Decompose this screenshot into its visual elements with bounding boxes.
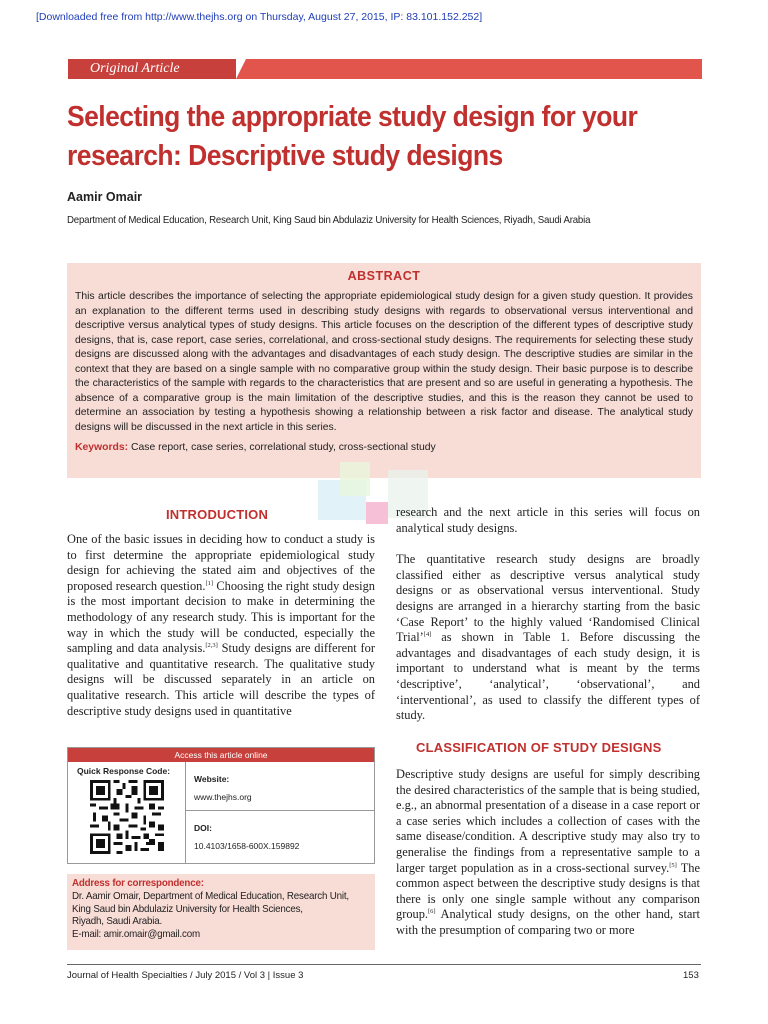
- qr-label: Quick Response Code:: [77, 766, 171, 776]
- article-type-label: Original Article: [68, 59, 236, 79]
- access-article-box: [67, 747, 375, 864]
- website-label: Website:: [194, 774, 230, 784]
- website-cell: [186, 762, 374, 811]
- citation-ref[interactable]: [2,3]: [205, 642, 218, 650]
- correspondence-heading: Address for correspondence:: [72, 878, 204, 889]
- descriptive-paragraph: Descriptive study designs are useful for simply describing the desired characteristics of the sample that is being studied, e.g., an abnormal presentation of a disease in a case report or a case series which includes a collection of cases with the same disease/condition. A descriptive study may also try to generalise the findings from a representative sample to a larger target population as in a cross-sectional survey.[5] The common aspect between the descriptive study designs is that there is only one single sample without any comparison group.[6] Analytical study designs, on the other hand, start with the presumption of comparing two or more: [396, 767, 700, 937]
- article-type-banner: [68, 59, 702, 79]
- introduction-paragraph: One of the basic issues in deciding how to conduct a study is to first determine the appropriate epidemiological study design for achieving the stated aim and objectives of the proposed research question.[1] Choosing the right study design is the most important decision to make in determining the methodology of any research study. This is important for the way in which the study will be conducted, especially the sampling and data analysis.[2,3] Study designs are different for qualitative and quantitative research. The qualitative study designs will be discussed separately in an article on qualitative research. This article will describe the types of descriptive study designs used in quantitative: [67, 532, 376, 718]
- website-link[interactable]: www.thejhs.org: [194, 792, 252, 802]
- right-column-text: [396, 505, 700, 724]
- correspondence-line: King Saud bin Abdulaziz University for Health Sciences,: [72, 903, 303, 915]
- citation-ref[interactable]: [4]: [423, 631, 432, 639]
- correspondence-email[interactable]: E-mail: amir.omair@gmail.com: [72, 929, 200, 941]
- keywords-label: Keywords:: [75, 442, 129, 453]
- classification-paragraph: The quantitative research study designs are broadly classified either as descriptive versus analytical study designs or as observational versus interventional. Study designs are arranged in a hierarchy starting from the basic ‘Case Report’ to the highly valued ‘Randomised Clinical Trial’[4] as shown in Table 1. Before discussing the advantages and disadvantages of each study design, it is important to understand what is meant by the terms ‘descriptive’, ‘analytical’, ‘observational’, and ‘interventional’, as used to classify the different types of study.: [396, 552, 700, 723]
- banner-stripe: [236, 59, 702, 79]
- correspondence-line: Dr. Aamir Omair, Department of Medical Education, Research Unit,: [72, 890, 349, 902]
- citation-ref[interactable]: [1]: [205, 579, 214, 587]
- footer-journal: Journal of Health Specialties / July 2015 / Vol 3 | Issue 3: [67, 970, 304, 981]
- doi-cell: [186, 811, 374, 863]
- continuation-paragraph: research and the next article in this series will focus on analytical study designs.: [396, 505, 700, 535]
- qr-code-icon[interactable]: [90, 780, 164, 854]
- introduction-heading: INTRODUCTION: [166, 507, 269, 522]
- citation-ref[interactable]: [5]: [669, 861, 677, 869]
- right-column-text-lower: [396, 767, 700, 939]
- article-title: Selecting the appropriate study design for your research: Descriptive study designs: [67, 101, 638, 172]
- abstract-text: This article describes the importance of selecting the appropriate epidemiological study design for a given study question. It provides an explanation to the different terms used in describing study designs with regards to observational versus interventional and descriptive versus analytical types of study designs. This article focuses on the description of the different types of descriptive study designs, that is, case report, case series, correlational, and cross-sectional study designs. The requirements for selecting these study designs are discussed along with the advantages and disadvantages of each study design. The descriptive studies are similar in the context that they are based on a single sample with no comparative group within the study design. Their basic purpose is to describe the characteristics of the sample with regards to the characteristics that are present and so are useful in generating a hypothesis. The absence of a comparative group is the main limitation of the descriptive studies, and this is the reason they cannot be used to determine an association by testing a hypothesis showing a relationship between a risk factor and disease. The analytical study designs will be discussed in the next article in this series.: [75, 291, 693, 433]
- footer-divider: [67, 964, 701, 965]
- abstract-heading: ABSTRACT: [347, 269, 421, 283]
- download-note: [Downloaded free from http://www.thejhs.org on Thursday, August 27, 2015, IP: 83.101.152.252]: [36, 11, 483, 23]
- doi-link[interactable]: 10.4103/1658-600X.159892: [194, 841, 300, 851]
- correspondence-box: [67, 874, 375, 950]
- abstract-box: [67, 263, 701, 478]
- keywords: [75, 442, 693, 453]
- access-bar: Access this article online: [68, 748, 374, 762]
- citation-ref[interactable]: [6]: [428, 908, 436, 916]
- left-column-text: [67, 532, 375, 719]
- correspondence-line: Riyadh, Saudi Arabia.: [72, 916, 163, 928]
- doi-label: DOI:: [194, 823, 212, 833]
- author-affiliation: Department of Medical Education, Research Unit, King Saud bin Abdulaziz University for Health Sciences, Riyadh, Saudi Arabia: [67, 214, 591, 226]
- qr-cell: [68, 762, 186, 863]
- author-name: Aamir Omair: [67, 190, 143, 204]
- page-number: 153: [683, 970, 699, 981]
- keywords-list: Case report, case series, correlational study, cross-sectional study: [131, 442, 436, 453]
- classification-heading: CLASSIFICATION OF STUDY DESIGNS: [416, 740, 662, 755]
